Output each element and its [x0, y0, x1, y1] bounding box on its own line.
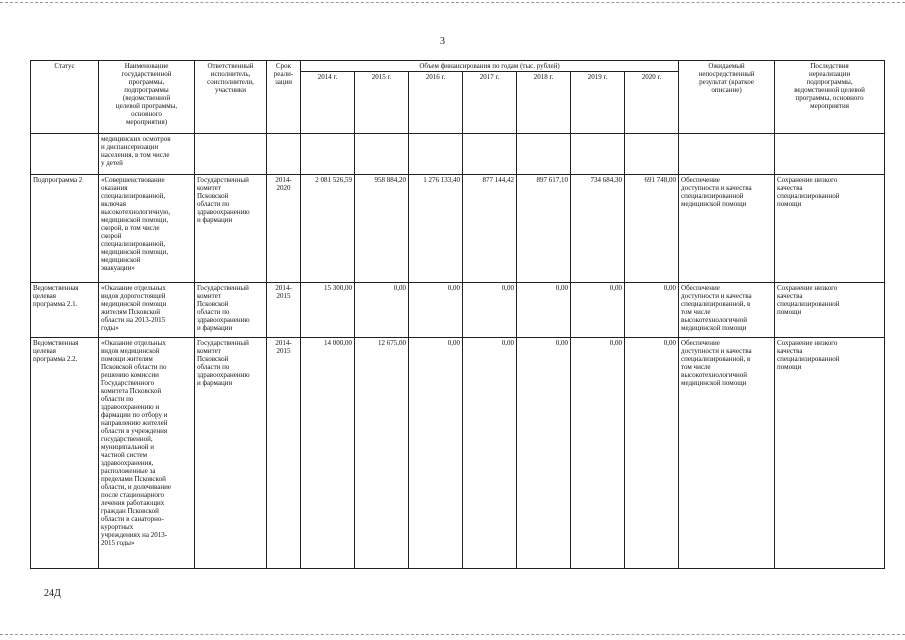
page-number: 3 — [440, 36, 445, 47]
cell-name: «Оказание отдельных видов дорогостоящей медицинской помощи жителям Псковской области на 2013-2015 годы» — [99, 283, 195, 338]
cell-term: 2014- 2020 — [267, 175, 301, 283]
cell-value: 0,00 — [625, 283, 679, 338]
cell-value: 0,00 — [409, 338, 463, 569]
header-year: 2020 г. — [625, 72, 679, 134]
cell-status: Ведомственная целевая программа 2.1. — [31, 283, 99, 338]
cell-value: 2 081 526,59 — [301, 175, 355, 283]
table-row — [31, 175, 885, 283]
cell-value: 734 684,30 — [571, 175, 625, 283]
cell-value — [463, 134, 517, 175]
cell-consequences: Сохранение низкого качества специализированной помощи — [775, 283, 885, 338]
cell-value: 15 300,00 — [301, 283, 355, 338]
header-term: Срок реали- зации — [267, 61, 301, 134]
cell-value: 0,00 — [517, 283, 571, 338]
cell-value: 877 144,42 — [463, 175, 517, 283]
table-row — [31, 338, 885, 569]
header-year: 2017 г. — [463, 72, 517, 134]
cell-name: «Оказание отдельных видов медицинской помощи жителям Псковской области по решению комиссии Государственного комитета Псковской области по здравоохранению и фармации по отбору и направлению жителей области в учреждения государственной, муниципальной и частной систем здравоохранения, расположенные за пределами Псковской области, и долечивание после стационарного лечения работающих граждан Псковской области в санаторно- курортных учреждениях на 2013- 2015 годы» — [99, 338, 195, 569]
scan-edge-bottom — [0, 634, 905, 635]
cell-value — [409, 134, 463, 175]
table-row — [31, 283, 885, 338]
scan-edge-top — [0, 2, 905, 3]
cell-value: 14 000,00 — [301, 338, 355, 569]
cell-term: 2014- 2015 — [267, 338, 301, 569]
header-consequences: Последствия нереализации подпрограммы, ведомственной целевой программы, основного мероприятия — [775, 61, 885, 134]
header-row-1 — [31, 61, 885, 72]
cell-value — [355, 134, 409, 175]
cell-status — [31, 134, 99, 175]
footer-code: 24Д — [44, 588, 61, 599]
header-expected: Ожидаемый непосредственный результат (краткое описание) — [679, 61, 775, 134]
cell-value: 0,00 — [571, 283, 625, 338]
cell-consequences — [775, 134, 885, 175]
header-name: Наименование государственной программы, подпрограммы (ведомственной целевой программы, основного мероприятия) — [99, 61, 195, 134]
funding-table — [30, 60, 885, 569]
cell-name: медицинских осмотров и диспансеризации населения, в том числе у детей — [99, 134, 195, 175]
header-year: 2019 г. — [571, 72, 625, 134]
table-row — [31, 134, 885, 175]
header-year: 2016 г. — [409, 72, 463, 134]
cell-value — [571, 134, 625, 175]
cell-value: 0,00 — [571, 338, 625, 569]
cell-value: 0,00 — [517, 338, 571, 569]
header-responsible: Ответственный исполнитель, соисполнители, участники — [195, 61, 267, 134]
cell-value: 0,00 — [463, 338, 517, 569]
header-year: 2014 г. — [301, 72, 355, 134]
cell-value: 691 748,00 — [625, 175, 679, 283]
cell-value: 958 884,20 — [355, 175, 409, 283]
cell-term — [267, 134, 301, 175]
header-status: Статус — [31, 61, 99, 134]
cell-status: Ведомственная целевая программа 2.2. — [31, 338, 99, 569]
cell-value: 0,00 — [409, 283, 463, 338]
cell-term: 2014- 2015 — [267, 283, 301, 338]
cell-expected: Обеспечение доступности и качества специализированной, в том числе высокотехнологичной медицинской помощи — [679, 283, 775, 338]
cell-value — [625, 134, 679, 175]
cell-consequences: Сохранение низкого качества специализированной помощи — [775, 338, 885, 569]
cell-value: 12 675,00 — [355, 338, 409, 569]
cell-expected — [679, 134, 775, 175]
cell-value: 1 276 133,40 — [409, 175, 463, 283]
header-year: 2018 г. — [517, 72, 571, 134]
cell-responsible: Государственный комитет Псковской области по здравоохранению и фармации — [195, 283, 267, 338]
cell-status: Подпрограмма 2 — [31, 175, 99, 283]
cell-value — [517, 134, 571, 175]
cell-expected: Обеспечение доступности и качества специализированной, в том числе высокотехнологичной медицинской помощи — [679, 338, 775, 569]
header-year: 2015 г. — [355, 72, 409, 134]
cell-responsible — [195, 134, 267, 175]
header-funding-group: Объем финансирования по годам (тыс. рублей) — [301, 61, 679, 72]
cell-responsible: Государственный комитет Псковской области по здравоохранению и фармации — [195, 175, 267, 283]
cell-expected: Обеспечение доступности и качества специализированной медицинской помощи — [679, 175, 775, 283]
cell-value — [301, 134, 355, 175]
cell-name: «Совершенствование оказания специализированной, включая высокотехнологичную, медицинской помощи, скорой, в том числе скорой специализированной, медицинской помощи, медицинской эвакуации» — [99, 175, 195, 283]
cell-responsible: Государственный комитет Псковской области по здравоохранению и фармации — [195, 338, 267, 569]
cell-value: 0,00 — [625, 338, 679, 569]
cell-value: 0,00 — [355, 283, 409, 338]
cell-consequences: Сохранение низкого качества специализированной помощи — [775, 175, 885, 283]
cell-value: 897 617,10 — [517, 175, 571, 283]
cell-value: 0,00 — [463, 283, 517, 338]
